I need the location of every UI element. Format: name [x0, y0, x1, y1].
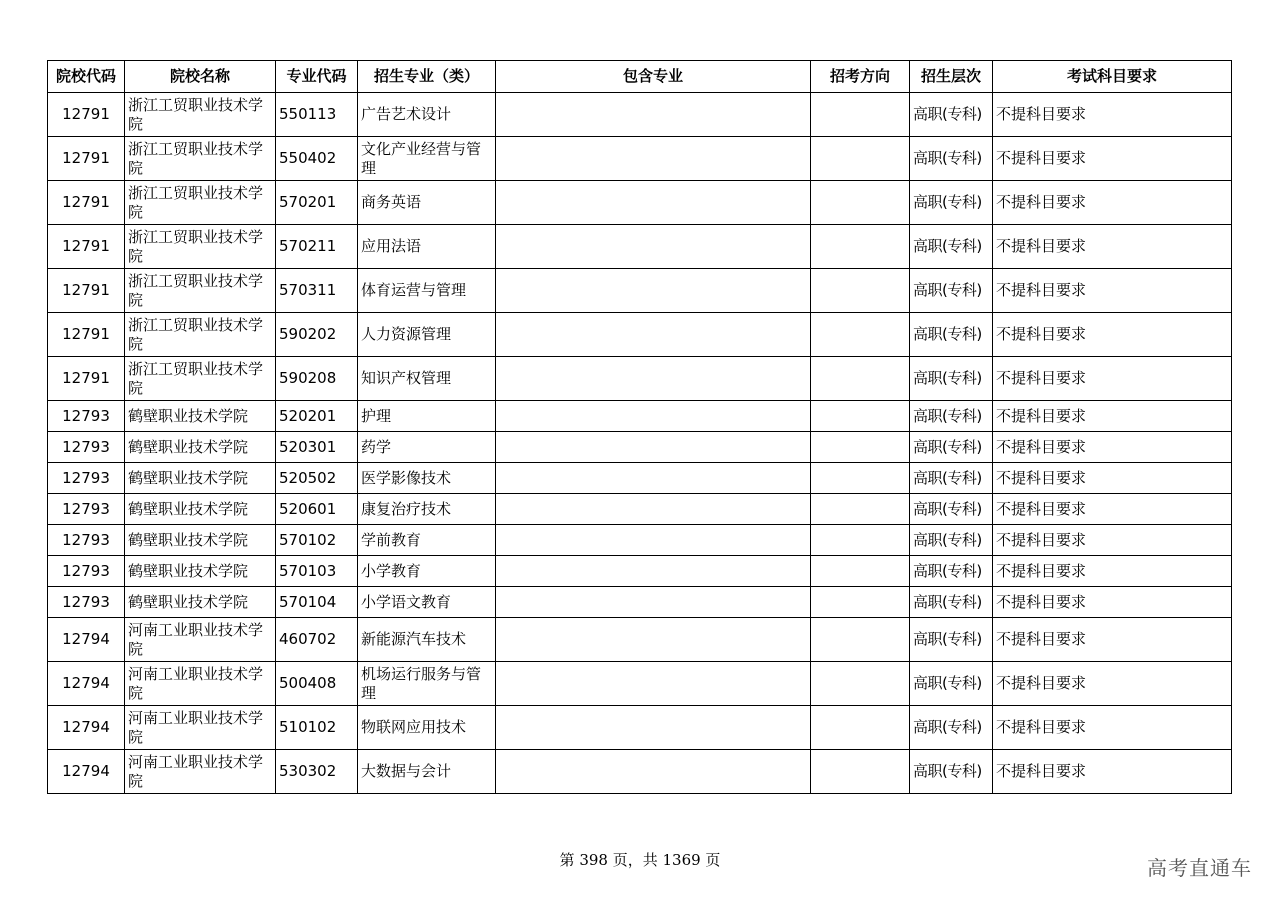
cell-major: 应用法语 [358, 225, 496, 269]
cell-school-code: 12791 [48, 357, 125, 401]
cell-school-name: 鹤壁职业技术学院 [125, 401, 276, 432]
table-row [48, 269, 1232, 313]
cell-requirement: 不提科目要求 [993, 357, 1232, 401]
cell-major-code: 520601 [276, 494, 358, 525]
cell-school-name: 鹤壁职业技术学院 [125, 587, 276, 618]
cell-major-code: 570104 [276, 587, 358, 618]
cell-major: 大数据与会计 [358, 750, 496, 794]
cell-included-majors [496, 750, 811, 794]
header-major: 招生专业（类） [358, 61, 496, 93]
cell-major: 小学语文教育 [358, 587, 496, 618]
cell-included-majors [496, 525, 811, 556]
cell-direction [811, 401, 910, 432]
cell-level: 高职(专科) [910, 587, 993, 618]
cell-school-name: 鹤壁职业技术学院 [125, 463, 276, 494]
watermark-logo: 高考直通车 [1147, 856, 1252, 880]
cell-major-code: 570201 [276, 181, 358, 225]
cell-included-majors [496, 432, 811, 463]
table-row [48, 181, 1232, 225]
cell-direction [811, 525, 910, 556]
cell-major-code: 550402 [276, 137, 358, 181]
cell-school-code: 12794 [48, 662, 125, 706]
cell-included-majors [496, 181, 811, 225]
cell-level: 高职(专科) [910, 750, 993, 794]
cell-major-code: 570311 [276, 269, 358, 313]
cell-included-majors [496, 137, 811, 181]
table-header-row [48, 61, 1232, 93]
cell-requirement: 不提科目要求 [993, 525, 1232, 556]
cell-school-name: 浙江工贸职业技术学院 [125, 269, 276, 313]
cell-included-majors [496, 706, 811, 750]
cell-major-code: 570102 [276, 525, 358, 556]
cell-direction [811, 618, 910, 662]
cell-direction [811, 269, 910, 313]
cell-school-code: 12793 [48, 525, 125, 556]
table-row [48, 432, 1232, 463]
cell-level: 高职(专科) [910, 401, 993, 432]
cell-included-majors [496, 662, 811, 706]
cell-major-code: 590208 [276, 357, 358, 401]
cell-school-name: 河南工业职业技术学院 [125, 618, 276, 662]
cell-included-majors [496, 587, 811, 618]
cell-direction [811, 662, 910, 706]
cell-requirement: 不提科目要求 [993, 618, 1232, 662]
cell-major-code: 530302 [276, 750, 358, 794]
table-row [48, 463, 1232, 494]
cell-school-code: 12793 [48, 463, 125, 494]
table-row [48, 137, 1232, 181]
cell-school-name: 鹤壁职业技术学院 [125, 556, 276, 587]
cell-level: 高职(专科) [910, 357, 993, 401]
cell-direction [811, 463, 910, 494]
cell-included-majors [496, 357, 811, 401]
cell-direction [811, 750, 910, 794]
cell-major: 学前教育 [358, 525, 496, 556]
cell-included-majors [496, 401, 811, 432]
table-row [48, 662, 1232, 706]
cell-level: 高职(专科) [910, 494, 993, 525]
cell-major: 小学教育 [358, 556, 496, 587]
cell-requirement: 不提科目要求 [993, 269, 1232, 313]
cell-included-majors [496, 463, 811, 494]
table-row [48, 401, 1232, 432]
cell-level: 高职(专科) [910, 618, 993, 662]
cell-direction [811, 432, 910, 463]
page-number: 第 398 页，共 1369 页 [559, 851, 721, 869]
header-school-code: 院校代码 [48, 61, 125, 93]
header-direction: 招考方向 [811, 61, 910, 93]
cell-requirement: 不提科目要求 [993, 556, 1232, 587]
cell-level: 高职(专科) [910, 706, 993, 750]
header-level: 招生层次 [910, 61, 993, 93]
cell-major-code: 520201 [276, 401, 358, 432]
table-row [48, 587, 1232, 618]
cell-requirement: 不提科目要求 [993, 137, 1232, 181]
cell-requirement: 不提科目要求 [993, 706, 1232, 750]
cell-school-code: 12791 [48, 137, 125, 181]
cell-major: 护理 [358, 401, 496, 432]
table-row [48, 750, 1232, 794]
cell-level: 高职(专科) [910, 93, 993, 137]
cell-school-code: 12793 [48, 432, 125, 463]
cell-school-code: 12791 [48, 93, 125, 137]
cell-major-code: 520301 [276, 432, 358, 463]
table-row [48, 494, 1232, 525]
cell-major: 体育运营与管理 [358, 269, 496, 313]
cell-requirement: 不提科目要求 [993, 225, 1232, 269]
cell-requirement: 不提科目要求 [993, 93, 1232, 137]
cell-major-code: 550113 [276, 93, 358, 137]
cell-requirement: 不提科目要求 [993, 463, 1232, 494]
cell-included-majors [496, 494, 811, 525]
cell-direction [811, 137, 910, 181]
cell-requirement: 不提科目要求 [993, 662, 1232, 706]
cell-requirement: 不提科目要求 [993, 401, 1232, 432]
cell-included-majors [496, 618, 811, 662]
cell-major: 知识产权管理 [358, 357, 496, 401]
cell-level: 高职(专科) [910, 313, 993, 357]
table-row [48, 93, 1232, 137]
table-row [48, 225, 1232, 269]
cell-direction [811, 494, 910, 525]
cell-major: 医学影像技术 [358, 463, 496, 494]
admissions-table [47, 60, 1232, 794]
cell-included-majors [496, 313, 811, 357]
cell-major-code: 510102 [276, 706, 358, 750]
cell-major: 机场运行服务与管理 [358, 662, 496, 706]
cell-school-code: 12793 [48, 401, 125, 432]
cell-direction [811, 313, 910, 357]
cell-major-code: 500408 [276, 662, 358, 706]
cell-level: 高职(专科) [910, 137, 993, 181]
cell-major: 物联网应用技术 [358, 706, 496, 750]
header-school-name: 院校名称 [125, 61, 276, 93]
cell-major: 人力资源管理 [358, 313, 496, 357]
table-row [48, 556, 1232, 587]
cell-major-code: 570211 [276, 225, 358, 269]
cell-school-name: 浙江工贸职业技术学院 [125, 357, 276, 401]
cell-level: 高职(专科) [910, 556, 993, 587]
cell-level: 高职(专科) [910, 463, 993, 494]
cell-school-code: 12793 [48, 587, 125, 618]
table-row [48, 618, 1232, 662]
cell-school-name: 浙江工贸职业技术学院 [125, 181, 276, 225]
cell-level: 高职(专科) [910, 662, 993, 706]
cell-major: 广告艺术设计 [358, 93, 496, 137]
cell-school-code: 12791 [48, 225, 125, 269]
cell-school-name: 鹤壁职业技术学院 [125, 525, 276, 556]
cell-major: 商务英语 [358, 181, 496, 225]
cell-school-name: 浙江工贸职业技术学院 [125, 313, 276, 357]
cell-level: 高职(专科) [910, 525, 993, 556]
cell-school-name: 河南工业职业技术学院 [125, 662, 276, 706]
cell-level: 高职(专科) [910, 181, 993, 225]
table-body [48, 93, 1232, 794]
cell-included-majors [496, 556, 811, 587]
cell-major-code: 460702 [276, 618, 358, 662]
header-requirement: 考试科目要求 [993, 61, 1232, 93]
cell-direction [811, 587, 910, 618]
cell-major: 康复治疗技术 [358, 494, 496, 525]
cell-direction [811, 225, 910, 269]
cell-school-code: 12794 [48, 750, 125, 794]
cell-direction [811, 93, 910, 137]
cell-included-majors [496, 225, 811, 269]
cell-school-name: 河南工业职业技术学院 [125, 750, 276, 794]
cell-school-name: 浙江工贸职业技术学院 [125, 93, 276, 137]
table-row [48, 525, 1232, 556]
table-row [48, 357, 1232, 401]
cell-school-name: 浙江工贸职业技术学院 [125, 225, 276, 269]
cell-level: 高职(专科) [910, 432, 993, 463]
cell-requirement: 不提科目要求 [993, 432, 1232, 463]
cell-included-majors [496, 269, 811, 313]
cell-requirement: 不提科目要求 [993, 587, 1232, 618]
cell-school-name: 河南工业职业技术学院 [125, 706, 276, 750]
cell-school-code: 12791 [48, 181, 125, 225]
cell-requirement: 不提科目要求 [993, 494, 1232, 525]
cell-major: 文化产业经营与管理 [358, 137, 496, 181]
header-major-code: 专业代码 [276, 61, 358, 93]
cell-school-code: 12794 [48, 706, 125, 750]
cell-direction [811, 181, 910, 225]
cell-school-code: 12791 [48, 269, 125, 313]
cell-requirement: 不提科目要求 [993, 750, 1232, 794]
cell-level: 高职(专科) [910, 269, 993, 313]
cell-direction [811, 706, 910, 750]
cell-major: 新能源汽车技术 [358, 618, 496, 662]
cell-requirement: 不提科目要求 [993, 313, 1232, 357]
cell-school-name: 浙江工贸职业技术学院 [125, 137, 276, 181]
cell-school-name: 鹤壁职业技术学院 [125, 432, 276, 463]
cell-school-code: 12791 [48, 313, 125, 357]
cell-direction [811, 556, 910, 587]
table-row [48, 313, 1232, 357]
table-row [48, 706, 1232, 750]
cell-major-code: 570103 [276, 556, 358, 587]
cell-major-code: 520502 [276, 463, 358, 494]
header-included-majors: 包含专业 [496, 61, 811, 93]
cell-requirement: 不提科目要求 [993, 181, 1232, 225]
cell-direction [811, 357, 910, 401]
cell-major: 药学 [358, 432, 496, 463]
cell-school-name: 鹤壁职业技术学院 [125, 494, 276, 525]
cell-level: 高职(专科) [910, 225, 993, 269]
cell-school-code: 12794 [48, 618, 125, 662]
cell-school-code: 12793 [48, 556, 125, 587]
cell-major-code: 590202 [276, 313, 358, 357]
cell-included-majors [496, 93, 811, 137]
cell-school-code: 12793 [48, 494, 125, 525]
